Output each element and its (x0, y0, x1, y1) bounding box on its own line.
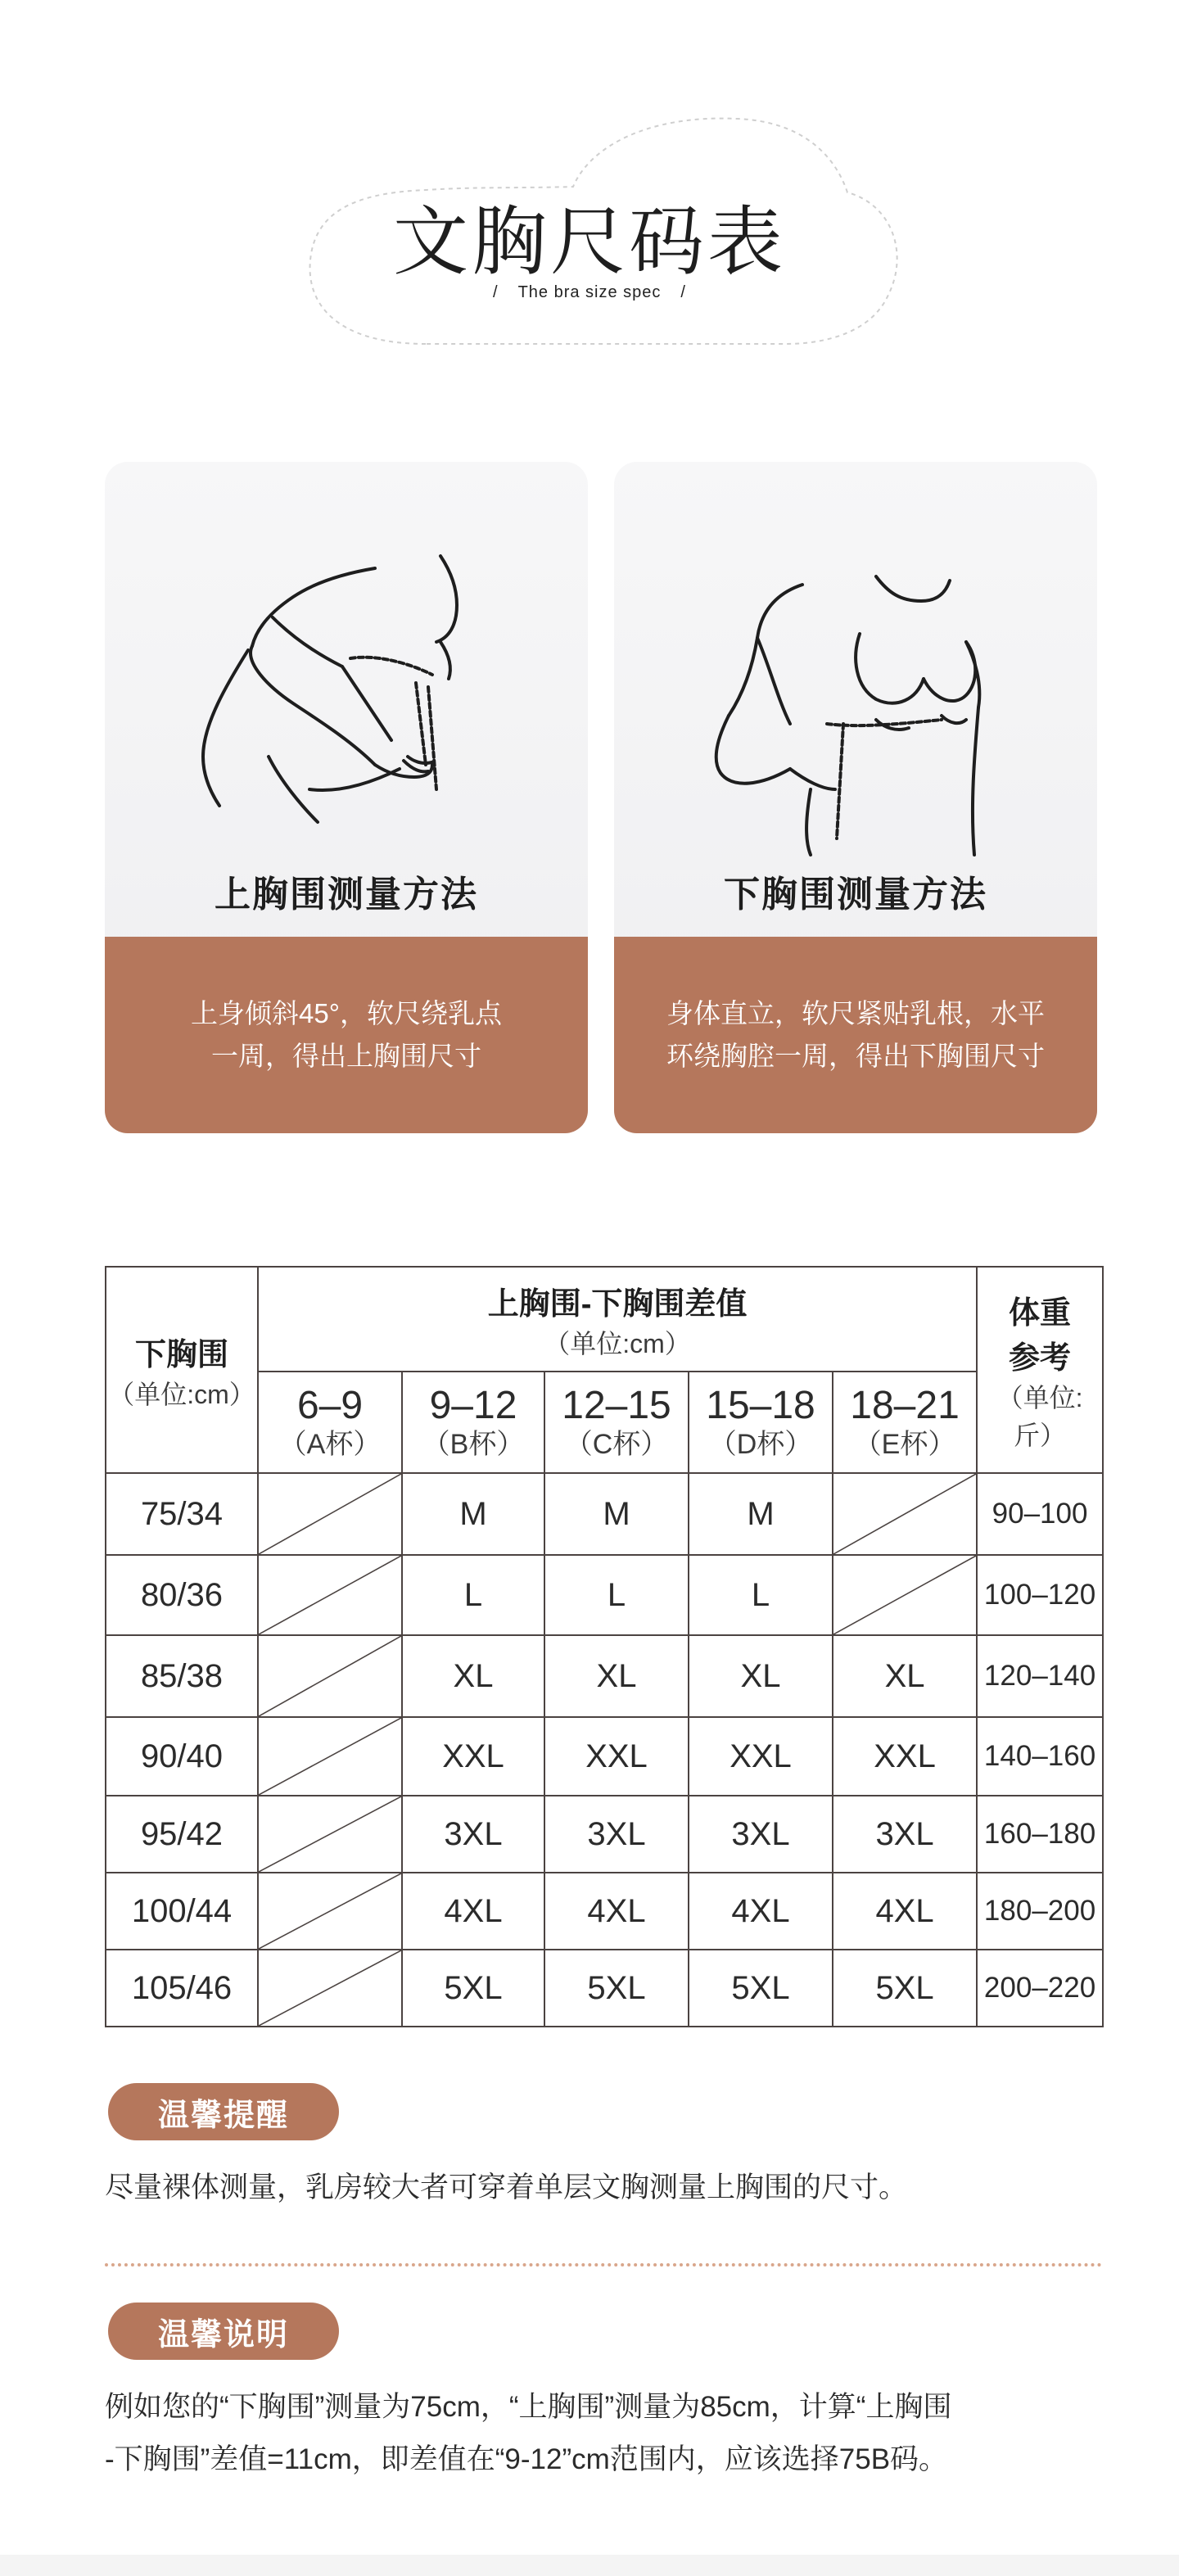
weight-cell: 180–200 (977, 1873, 1103, 1950)
under-bust-desc-line-2: 环绕胸腔一周，得出下胸围尺寸 (666, 1041, 1045, 1071)
cup-name: （C杯） (564, 1429, 669, 1460)
empty-slash-cell (258, 1873, 402, 1950)
size-cell: XXL (689, 1717, 833, 1796)
size-cell: L (689, 1555, 833, 1635)
size-cell: L (544, 1555, 689, 1635)
size-cell: 5XL (833, 1950, 977, 2027)
upper-bust-desc-line-1: 上身倾斜45°，软尺绕乳点 (191, 998, 502, 1028)
size-cell: XXL (833, 1717, 977, 1796)
diagonal-slash (259, 1718, 401, 1795)
size-cell: 3XL (544, 1796, 689, 1873)
page-header (0, 0, 1179, 377)
cup-header-d (689, 1372, 833, 1473)
weight-cell: 90–100 (977, 1473, 1103, 1555)
upper-bust-card-title: 上胸围测量方法 (215, 874, 478, 915)
weight-cell: 100–120 (977, 1555, 1103, 1635)
size-cell: 5XL (402, 1950, 544, 2027)
weight-cell: 160–180 (977, 1796, 1103, 1873)
band-cell: 75/34 (106, 1473, 258, 1555)
size-cell: 4XL (544, 1873, 689, 1950)
diagonal-slash (259, 1636, 401, 1716)
upper-bust-card-description (105, 937, 588, 1133)
weight-header-unit: （单位:斤） (996, 1383, 1083, 1450)
under-bust-desc-line-1: 身体直立，软尺紧贴乳根，水平 (666, 998, 1045, 1028)
table-row (106, 1635, 1103, 1717)
size-cell: 3XL (833, 1796, 977, 1873)
empty-slash-cell (258, 1555, 402, 1635)
size-cell: XL (402, 1635, 544, 1717)
empty-slash-cell (258, 1950, 402, 2027)
band-header-cell (106, 1267, 258, 1473)
size-cell: 4XL (402, 1873, 544, 1950)
cup-range: 15–18 (706, 1384, 815, 1427)
band-cell: 90/40 (106, 1717, 258, 1796)
cup-name: （E杯） (853, 1429, 956, 1460)
cup-header-b (402, 1372, 544, 1473)
band-header-unit: （单位:cm） (108, 1379, 255, 1409)
bra-size-table (105, 1266, 1104, 2027)
diagonal-slash (833, 1474, 976, 1554)
empty-slash-cell (258, 1473, 402, 1555)
table-row (106, 1873, 1103, 1950)
upper-bust-desc-line-2: 一周，得出上胸围尺寸 (211, 1041, 481, 1071)
page-subtitle (0, 283, 1179, 302)
table-row (106, 1796, 1103, 1873)
diff-header: 上胸围-下胸围差值 (487, 1286, 748, 1322)
weight-cell: 120–140 (977, 1635, 1103, 1717)
size-cell: L (402, 1555, 544, 1635)
empty-slash-cell (258, 1796, 402, 1873)
under-bust-card-description (614, 937, 1097, 1133)
size-cell: 3XL (402, 1796, 544, 1873)
size-cell: XXL (544, 1717, 689, 1796)
note-label-badge: 温馨说明 (108, 2303, 339, 2360)
band-cell: 105/46 (106, 1950, 258, 2027)
band-cell: 95/42 (106, 1796, 258, 1873)
band-cell: 85/38 (106, 1635, 258, 1717)
cup-range: 9–12 (429, 1384, 517, 1427)
diagonal-slash (259, 1474, 401, 1554)
size-cell: XXL (402, 1717, 544, 1796)
table-row (106, 1717, 1103, 1796)
cup-range: 18–21 (850, 1384, 960, 1427)
size-cell: 5XL (544, 1950, 689, 2027)
weight-header-cell (977, 1267, 1103, 1473)
cup-header-c (544, 1372, 689, 1473)
band-cell: 100/44 (106, 1873, 258, 1950)
diff-header-unit: （单位:cm） (544, 1328, 691, 1358)
subtitle-slash-left: / (493, 283, 499, 301)
note-text-line-1: 例如您的“下胸围”测量为75cm，“上胸围”测量为85cm，计算“上胸围 (105, 2391, 952, 2423)
cup-header-a (258, 1372, 402, 1473)
upper-bust-card (105, 462, 588, 1133)
size-cell: 3XL (689, 1796, 833, 1873)
weight-cell: 200–220 (977, 1950, 1103, 2027)
diagonal-slash (259, 1950, 401, 2026)
subtitle-slash-right: / (680, 283, 686, 301)
size-cell: 4XL (833, 1873, 977, 1950)
size-cell: M (544, 1473, 689, 1555)
cup-header-e (833, 1372, 977, 1473)
reminder-text: 尽量裸体测量，乳房较大者可穿着单层文胸测量上胸围的尺寸。 (105, 2172, 908, 2203)
under-bust-card (614, 462, 1097, 1133)
cup-name: （D杯） (708, 1429, 813, 1460)
size-cell: M (689, 1473, 833, 1555)
table-row (106, 1950, 1103, 2027)
diagonal-slash (833, 1556, 976, 1634)
table-row (106, 1555, 1103, 1635)
page-title: 文胸尺码表 (392, 201, 786, 284)
under-bust-card-title: 下胸围测量方法 (724, 874, 987, 915)
size-cell: M (402, 1473, 544, 1555)
size-cell: XL (544, 1635, 689, 1717)
bottom-band (0, 2555, 1179, 2576)
band-cell: 80/36 (106, 1555, 258, 1635)
diff-header-cell (258, 1267, 977, 1372)
subtitle-text: The bra size spec (517, 283, 662, 301)
size-table-body (106, 1473, 1103, 2027)
empty-slash-cell (258, 1717, 402, 1796)
weight-header-line-1: 体重 (1009, 1296, 1072, 1331)
empty-slash-cell (833, 1555, 977, 1635)
note-text (105, 2381, 1104, 2486)
note-text-line-2: -下胸围”差值=11cm，即差值在“9-12”cm范围内，应该选择75B码。 (105, 2443, 948, 2475)
band-header: 下胸围 (134, 1337, 228, 1372)
table-row (106, 1473, 1103, 1555)
cup-name: （B杯） (422, 1429, 525, 1460)
empty-slash-cell (258, 1635, 402, 1717)
diagonal-slash (259, 1556, 401, 1634)
size-cell: XL (833, 1635, 977, 1717)
diagonal-slash (259, 1873, 401, 1949)
reminder-label-badge: 温馨提醒 (108, 2083, 339, 2140)
weight-header-line-2: 参考 (1009, 1341, 1072, 1376)
size-cell: 5XL (689, 1950, 833, 2027)
diagonal-slash (259, 1796, 401, 1872)
size-cell: 4XL (689, 1873, 833, 1950)
empty-slash-cell (833, 1473, 977, 1555)
weight-cell: 140–160 (977, 1717, 1103, 1796)
size-cell: XL (689, 1635, 833, 1717)
cup-range: 12–15 (562, 1384, 671, 1427)
cup-name: （A杯） (278, 1429, 382, 1460)
dotted-divider (105, 2263, 1102, 2266)
cup-range: 6–9 (296, 1384, 364, 1427)
